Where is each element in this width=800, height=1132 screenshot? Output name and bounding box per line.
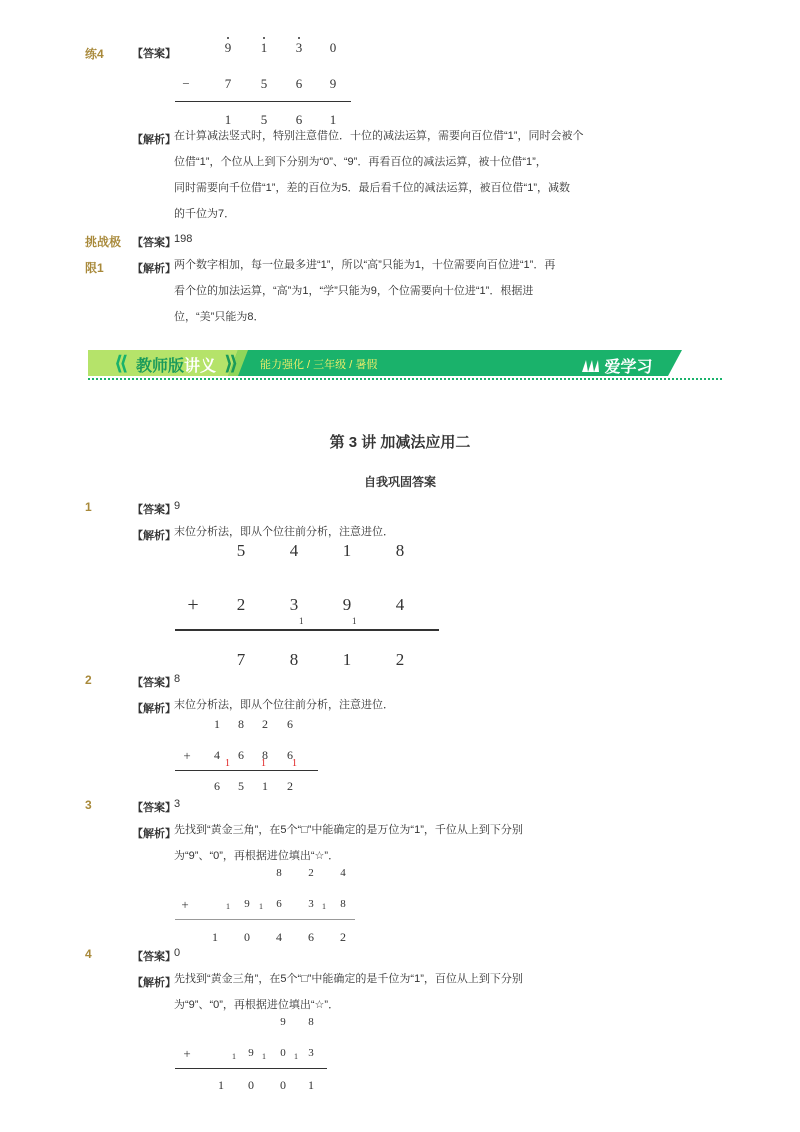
digit: 2 — [395, 650, 405, 669]
answer-value: 8 — [174, 673, 181, 685]
digit: 3 — [308, 1047, 314, 1059]
digit: 4 — [340, 867, 346, 879]
question-number: 2 — [85, 673, 92, 687]
digit: 4 — [276, 930, 282, 944]
digit: 8 — [276, 867, 282, 879]
analysis-tag: 【解析】 — [132, 977, 176, 989]
answer-value: 198 — [174, 233, 193, 245]
digit: 9 — [224, 40, 232, 55]
answer-tag: 【答案】 — [132, 504, 176, 516]
carry-digit: 1 — [322, 902, 326, 911]
carry-digit: 1 — [226, 902, 230, 911]
carry-digit: 1 — [299, 616, 304, 626]
borrow-dot — [298, 37, 300, 39]
section-subtitle: 自我巩固答案 — [363, 475, 436, 489]
digit: 1 — [329, 112, 337, 127]
digit: 6 — [295, 76, 303, 91]
challenge-label: 限1 — [85, 261, 104, 275]
digit: 6 — [287, 717, 293, 731]
analysis-line: 为“9”、“0”，再根据进位填出“☆”． — [174, 850, 340, 862]
digit: 0 — [280, 1047, 286, 1059]
digit: 1 — [224, 112, 232, 127]
digit: 7 — [236, 650, 246, 669]
analysis-line: 末位分析法，即从个位往前分析，注意进位． — [174, 699, 394, 711]
question-number: 3 — [85, 798, 92, 812]
challenge-label: 挑战极 — [85, 235, 122, 249]
digit: 1 — [218, 1078, 224, 1092]
digit: 2 — [340, 930, 346, 944]
banner-title — [136, 353, 216, 376]
question-number: 4 — [85, 947, 92, 961]
analysis-tag: 【解析】 — [132, 703, 176, 715]
digit: 7 — [224, 76, 232, 91]
carry-digit: 1 — [262, 1052, 266, 1061]
answer-tag: 【答案】 — [132, 802, 176, 814]
answer-value: 9 — [174, 500, 181, 512]
answer-tag: 【答案】 — [132, 951, 176, 963]
chevrons-right-icon: ⟫ — [224, 353, 239, 375]
borrow-dot — [263, 37, 265, 39]
header-banner — [88, 350, 682, 376]
digit: 6 — [214, 779, 220, 793]
digit: 0 — [329, 40, 337, 55]
digit: 8 — [395, 541, 405, 560]
digit: 8 — [289, 650, 299, 669]
sum-line — [175, 770, 318, 771]
analysis-line: 末位分析法，即从个位往前分析，注意进位． — [174, 526, 394, 538]
analysis-line: 位，“美”只能为8． — [174, 311, 265, 323]
digit: 8 — [340, 898, 346, 910]
analysis-tag: 【解析】 — [132, 828, 176, 840]
digit: 6 — [308, 930, 314, 944]
brand-logo-icon — [580, 354, 652, 377]
digit: 5 — [236, 541, 246, 560]
digit: 2 — [287, 779, 293, 793]
brand-leaf-icon — [580, 358, 600, 374]
minus-sign: − — [182, 76, 190, 91]
digit: 6 — [276, 898, 282, 910]
digit: 8 — [262, 748, 268, 762]
digit: 9 — [248, 1047, 254, 1059]
banner-breadcrumb: 能力强化 / 三年级 / 暑假 — [260, 359, 378, 371]
digit: 5 — [260, 112, 268, 127]
digit: 9 — [280, 1016, 286, 1028]
digit: 4 — [395, 595, 405, 614]
carry-digit: 1 — [259, 902, 263, 911]
digit: 1 — [342, 541, 352, 560]
digit: 1 — [212, 930, 218, 944]
plus-sign: + — [181, 897, 189, 912]
digit: 9 — [329, 76, 337, 91]
banner-dotted-line — [88, 378, 722, 380]
digit: 4 — [289, 541, 299, 560]
answer-tag: 【答案】 — [132, 677, 176, 689]
digit: 9 — [244, 898, 250, 910]
digit: 2 — [262, 717, 268, 731]
digit: 1 — [342, 650, 352, 669]
brand-name: 爱学习 — [604, 359, 653, 376]
digit: 5 — [238, 779, 244, 793]
analysis-tag: 【解析】 — [132, 134, 176, 146]
lecture-title: 第 3 讲 加减法应用二 — [329, 434, 471, 451]
sum-line — [175, 919, 355, 920]
digit: 3 — [289, 595, 299, 614]
sum-line — [175, 1068, 327, 1069]
plus-sign: + — [183, 748, 191, 763]
digit: 9 — [342, 595, 352, 614]
digit: 2 — [308, 867, 314, 879]
exercise-label: 练4 — [85, 47, 104, 61]
digit: 0 — [244, 930, 250, 944]
plus-sign: + — [187, 594, 199, 616]
carry-digit: 1 — [225, 758, 230, 769]
analysis-line: 两个数字相加，每一位最多进“1”，所以“高”只能为1，十位需要向百位进“1”．再 — [174, 259, 556, 271]
answer-value: 0 — [174, 947, 181, 959]
carry-digit: 1 — [292, 758, 297, 769]
analysis-line: 的千位为7． — [174, 208, 236, 220]
digit: 3 — [308, 898, 314, 910]
digit: 8 — [238, 717, 244, 731]
digit: 1 — [260, 40, 268, 55]
digit: 6 — [295, 112, 303, 127]
sum-line — [175, 629, 439, 631]
banner-title-a: 教师版 — [136, 358, 185, 375]
analysis-tag: 【解析】 — [132, 530, 176, 542]
analysis-line: 在计算减法竖式时，特别注意借位．十位的减法运算，需要向百位借“1”，同时会被个 — [174, 130, 584, 142]
analysis-line: 为“9”、“0”，再根据进位填出“☆”． — [174, 999, 340, 1011]
analysis-line: 先找到“黄金三角”，在5个“□”中能确定的是万位为“1”，千位从上到下分别 — [174, 824, 523, 836]
chevrons-left-icon: ⟪ — [114, 353, 129, 375]
analysis-line: 位借“1”，个位从上到下分别为“0”、“9”．再看百位的减法运算，被十位借“1”， — [174, 156, 547, 168]
carry-digit: 1 — [352, 616, 357, 626]
question-number: 1 — [85, 500, 92, 514]
digit: 3 — [295, 40, 303, 55]
digit: 2 — [236, 595, 246, 614]
digit: 4 — [214, 748, 220, 762]
digit: 0 — [248, 1078, 254, 1092]
analysis-line: 看个位的加法运算，“高”为1，“学”只能为9，个位需要向十位进“1”．根据进 — [174, 285, 534, 297]
banner-title-b: 讲义 — [184, 358, 217, 375]
analysis-tag: 【解析】 — [132, 263, 176, 275]
digit: 6 — [238, 748, 244, 762]
borrow-dot — [227, 37, 229, 39]
digit: 6 — [287, 748, 293, 762]
answer-tag: 【答案】 — [132, 48, 176, 60]
answer-value: 3 — [174, 798, 181, 810]
digit: 5 — [260, 76, 268, 91]
digit: 0 — [280, 1078, 286, 1092]
carry-digit: 1 — [232, 1052, 236, 1061]
analysis-line: 先找到“黄金三角”，在5个“□”中能确定的是千位为“1”，百位从上到下分别 — [174, 973, 523, 985]
carry-digit: 1 — [294, 1052, 298, 1061]
digit: 1 — [214, 717, 220, 731]
carry-digit: 1 — [261, 758, 266, 769]
answer-tag: 【答案】 — [132, 237, 176, 249]
digit: 1 — [308, 1078, 314, 1092]
digit: 8 — [308, 1016, 314, 1028]
digit: 1 — [262, 779, 268, 793]
plus-sign: + — [183, 1046, 191, 1061]
analysis-line: 同时需要向千位借“1”，差的百位为5．最后看千位的减法运算，被百位借“1”，减数 — [174, 182, 571, 194]
sum-line — [175, 101, 351, 102]
